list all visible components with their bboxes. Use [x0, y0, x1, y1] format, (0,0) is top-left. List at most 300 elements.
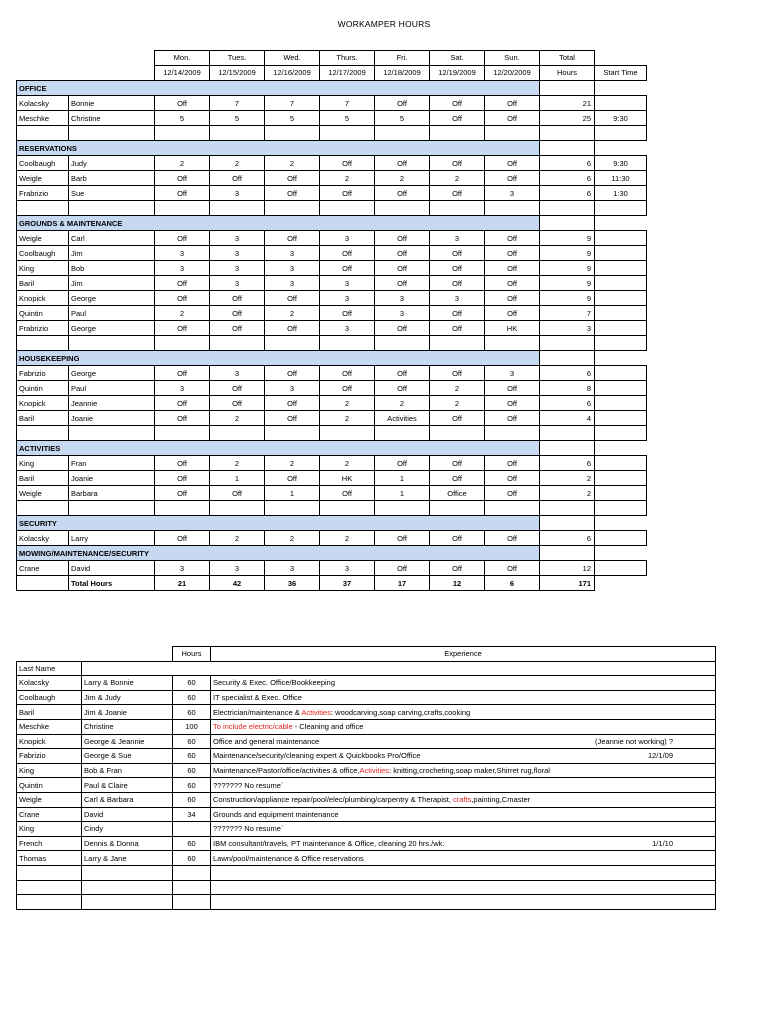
- day-name-header: Thurs.: [320, 51, 375, 66]
- blank-cell: [17, 865, 82, 880]
- day-hours-cell: 2: [430, 396, 485, 411]
- hours-cell: 60: [173, 778, 211, 793]
- blank-cell: [17, 501, 69, 516]
- last-name-cell: King: [17, 456, 69, 471]
- blank-cell: [210, 426, 265, 441]
- day-hours-cell: Off: [265, 231, 320, 246]
- header-blank-cell: [69, 51, 155, 66]
- blank-cell: [82, 865, 173, 880]
- blank-row: [17, 201, 647, 216]
- section-label: RESERVATIONS: [17, 141, 155, 156]
- day-hours-cell: Off: [320, 246, 375, 261]
- day-hours-cell: Off: [375, 156, 430, 171]
- blank-cell: [69, 501, 155, 516]
- total-hours-cell: 21: [540, 96, 595, 111]
- day-hours-cell: Off: [155, 471, 210, 486]
- day-hours-cell: 3: [210, 366, 265, 381]
- last-name-cell: Crane: [17, 807, 82, 822]
- last-name-cell: Quintin: [17, 306, 69, 321]
- section-fill-cell: [485, 441, 540, 456]
- blank-cell: [17, 201, 69, 216]
- total-hours-cell: 7: [540, 306, 595, 321]
- section-fill-cell: [430, 546, 485, 561]
- section-total-cell: [540, 141, 595, 156]
- first-name-cell: Paul: [69, 306, 155, 321]
- last-name-cell: Thomas: [17, 851, 82, 866]
- day-hours-cell: Off: [375, 366, 430, 381]
- day-hours-cell: Activities: [375, 411, 430, 426]
- day-hours-cell: Off: [210, 306, 265, 321]
- first-names-cell: Dennis & Donna: [82, 836, 173, 851]
- section-blank-cell: [595, 516, 647, 531]
- first-names-cell: George & Sue: [82, 749, 173, 764]
- day-hours-cell: 3: [265, 246, 320, 261]
- experience-cell: [211, 690, 716, 705]
- total-hours-cell: 6: [540, 171, 595, 186]
- day-hours-cell: Off: [485, 96, 540, 111]
- day-hours-cell: Off: [265, 411, 320, 426]
- day-hours-cell: 5: [210, 111, 265, 126]
- day-hours-cell: 2: [265, 531, 320, 546]
- blank-cell: [540, 201, 595, 216]
- section-fill-cell: [485, 516, 540, 531]
- section-fill-cell: [375, 81, 430, 96]
- experience-row: [17, 734, 716, 749]
- experience-cell: [211, 851, 716, 866]
- section-total-cell: [540, 81, 595, 96]
- blank-cell: [155, 426, 210, 441]
- first-name-cell: George: [69, 366, 155, 381]
- start-time-cell: [595, 231, 647, 246]
- day-hours-cell: Off: [155, 291, 210, 306]
- day-hours-cell: Off: [430, 111, 485, 126]
- experience-row: [17, 851, 716, 866]
- schedule-row: [17, 531, 647, 546]
- blank-cell: [69, 336, 155, 351]
- day-hours-cell: 2: [265, 456, 320, 471]
- blank-cell: [17, 336, 69, 351]
- last-name-cell: King: [17, 261, 69, 276]
- day-hours-cell: 1: [375, 486, 430, 501]
- section-fill-cell: [320, 441, 375, 456]
- day-hours-cell: Off: [485, 111, 540, 126]
- day-hours-cell: 1: [265, 486, 320, 501]
- section-fill-cell: [155, 351, 210, 366]
- day-name-header: Wed.: [265, 51, 320, 66]
- experience-text: ,painting,Cmaster: [471, 795, 531, 805]
- day-hours-cell: Off: [485, 306, 540, 321]
- schedule-row: [17, 231, 647, 246]
- experience-row: [17, 705, 716, 720]
- section-label: MOWING/MAINTENANCE/SECURITY: [17, 546, 155, 561]
- total-hours-cell: 4: [540, 411, 595, 426]
- blank-cell: [17, 126, 69, 141]
- header-blank-cell: [17, 66, 69, 81]
- total-hours-cell: 3: [540, 321, 595, 336]
- day-hours-cell: Off: [375, 321, 430, 336]
- header-row-dates: [17, 66, 647, 81]
- section-fill-cell: [375, 351, 430, 366]
- first-name-cell: Larry: [69, 531, 155, 546]
- day-hours-cell: Off: [155, 486, 210, 501]
- schedule-row: [17, 306, 647, 321]
- experience-note: 1/1/10: [652, 839, 673, 849]
- section-total-cell: [540, 351, 595, 366]
- day-hours-cell: 2: [210, 456, 265, 471]
- section-fill-cell: [320, 81, 375, 96]
- experience-text: Grounds and equipment maintenance: [213, 809, 339, 819]
- last-name-cell: Frabrizio: [17, 321, 69, 336]
- day-hours-cell: 1: [210, 471, 265, 486]
- section-fill-cell: [375, 516, 430, 531]
- day-hours-cell: 5: [265, 111, 320, 126]
- day-hours-cell: Off: [320, 306, 375, 321]
- day-hours-cell: 3: [155, 561, 210, 576]
- start-time-cell: [595, 486, 647, 501]
- start-time-cell: [595, 396, 647, 411]
- day-hours-cell: Off: [155, 531, 210, 546]
- total-hours-cell: 25: [540, 111, 595, 126]
- day-hours-cell: Off: [375, 531, 430, 546]
- first-names-cell: Jim & Judy: [82, 690, 173, 705]
- blank-cell: [595, 576, 647, 591]
- section-fill-cell: [375, 546, 430, 561]
- experience-cell: [211, 676, 716, 691]
- start-time-cell: 9:30: [595, 156, 647, 171]
- blank-cell: [155, 201, 210, 216]
- day-hours-cell: Off: [485, 246, 540, 261]
- day-hours-cell: 2: [210, 156, 265, 171]
- experience-row: [17, 676, 716, 691]
- day-hours-cell: 3: [155, 261, 210, 276]
- day-hours-cell: Off: [485, 486, 540, 501]
- blank-cell: [82, 895, 173, 910]
- day-date-header: 12/19/2009: [430, 66, 485, 81]
- day-date-header: 12/20/2009: [485, 66, 540, 81]
- section-fill-cell: [320, 216, 375, 231]
- experience-row: [17, 719, 716, 734]
- total-hours-cell: 9: [540, 291, 595, 306]
- blank-cell: [17, 426, 69, 441]
- experience-row: [17, 807, 716, 822]
- start-time-cell: [595, 471, 647, 486]
- day-hours-cell: Off: [265, 171, 320, 186]
- last-name-header: Last Name: [17, 661, 82, 676]
- day-hours-cell: Off: [155, 231, 210, 246]
- section-header-row: [17, 516, 647, 531]
- section-fill-cell: [265, 81, 320, 96]
- first-name-cell: Barbara: [69, 486, 155, 501]
- schedule-row: [17, 261, 647, 276]
- section-header-row: [17, 546, 647, 561]
- section-fill-cell: [485, 81, 540, 96]
- section-total-cell: [540, 216, 595, 231]
- day-hours-cell: Off: [430, 561, 485, 576]
- day-hours-cell: Off: [210, 396, 265, 411]
- blank-cell: [540, 426, 595, 441]
- blank-cell: [69, 126, 155, 141]
- blank-cell: [155, 501, 210, 516]
- last-name-cell: Meschke: [17, 111, 69, 126]
- experience-text: - Cleaning and office: [292, 722, 364, 732]
- section-total-cell: [540, 546, 595, 561]
- schedule-row: [17, 291, 647, 306]
- blank-cell: [265, 336, 320, 351]
- first-name-cell: Jim: [69, 276, 155, 291]
- experience-text: : knitting,crocheting,soap maker,Shirret rug,floral: [389, 766, 550, 776]
- day-hours-cell: Off: [430, 96, 485, 111]
- section-fill-cell: [210, 216, 265, 231]
- schedule-row: [17, 411, 647, 426]
- day-hours-cell: 2: [320, 531, 375, 546]
- section-fill-cell: [485, 351, 540, 366]
- blank-cell: [485, 336, 540, 351]
- blank-cell: [82, 880, 173, 895]
- day-hours-cell: Off: [430, 261, 485, 276]
- last-name-cell: Fabrizio: [17, 366, 69, 381]
- hours-cell: 60: [173, 734, 211, 749]
- start-time-cell: [595, 381, 647, 396]
- last-name-cell: Kolacsky: [17, 531, 69, 546]
- blank-cell: [17, 880, 82, 895]
- blank-cell: [210, 201, 265, 216]
- day-hours-cell: Off: [375, 186, 430, 201]
- hours-cell: 34: [173, 807, 211, 822]
- section-fill-cell: [430, 216, 485, 231]
- hours-cell: 60: [173, 836, 211, 851]
- schedule-row: [17, 396, 647, 411]
- first-name-cell: David: [69, 561, 155, 576]
- first-name-cell: Jim: [69, 246, 155, 261]
- day-hours-cell: Off: [320, 486, 375, 501]
- last-name-cell: French: [17, 836, 82, 851]
- total-hours-cell: 6: [540, 366, 595, 381]
- section-blank-cell: [595, 81, 647, 96]
- last-name-cell: Kolacsky: [17, 96, 69, 111]
- total-hours-cell: 6: [540, 531, 595, 546]
- section-total-cell: [540, 516, 595, 531]
- grand-total-cell: 171: [540, 576, 595, 591]
- experience-cell: [211, 807, 716, 822]
- page-title: WORKAMPER HOURS: [337, 19, 431, 29]
- blank-cell: [320, 336, 375, 351]
- day-date-header: 12/16/2009: [265, 66, 320, 81]
- day-hours-cell: 3: [265, 561, 320, 576]
- first-name-cell: Christine: [69, 111, 155, 126]
- day-hours-cell: Off: [485, 561, 540, 576]
- last-name-cell: Quintin: [17, 778, 82, 793]
- experience-text: ??????? No resume`: [213, 824, 284, 834]
- highlighted-text: crafts: [453, 795, 472, 805]
- section-fill-cell: [155, 141, 210, 156]
- day-hours-cell: 2: [320, 456, 375, 471]
- experience-cell: [211, 836, 716, 851]
- blank-cell: [540, 336, 595, 351]
- last-name-cell: Knopick: [17, 734, 82, 749]
- day-hours-cell: Off: [430, 321, 485, 336]
- first-names-cell: Jim & Joanie: [82, 705, 173, 720]
- day-date-header: 12/18/2009: [375, 66, 430, 81]
- day-hours-cell: 7: [320, 96, 375, 111]
- section-fill-cell: [210, 441, 265, 456]
- first-name-cell: George: [69, 291, 155, 306]
- experience-header-row: [17, 647, 716, 662]
- hours-header: Hours: [540, 66, 595, 81]
- day-hours-cell: 2: [375, 396, 430, 411]
- day-hours-cell: Off: [375, 456, 430, 471]
- day-hours-cell: Office: [430, 486, 485, 501]
- hours-cell: 60: [173, 792, 211, 807]
- day-hours-cell: Off: [265, 321, 320, 336]
- schedule-row: [17, 381, 647, 396]
- experience-table: [16, 646, 716, 910]
- last-name-cell: Frabrizio: [17, 186, 69, 201]
- start-time-cell: [595, 276, 647, 291]
- day-hours-cell: Off: [485, 291, 540, 306]
- day-hours-cell: Off: [155, 456, 210, 471]
- experience-cell: [211, 749, 716, 764]
- day-date-header: 12/14/2009: [155, 66, 210, 81]
- highlighted-text: Activities: [359, 766, 390, 776]
- hours-header: Hours: [173, 647, 211, 662]
- experience-note: 12/1/09: [647, 751, 673, 761]
- day-hours-cell: Off: [430, 471, 485, 486]
- blank-cell: [265, 501, 320, 516]
- first-names-cell: Carl & Barbara: [82, 792, 173, 807]
- day-date-header: 12/17/2009: [320, 66, 375, 81]
- experience-row: [17, 763, 716, 778]
- last-name-cell: Kolacsky: [17, 676, 82, 691]
- start-time-cell: [595, 321, 647, 336]
- total-hours-cell: 9: [540, 246, 595, 261]
- day-hours-cell: Off: [265, 471, 320, 486]
- day-hours-cell: 3: [265, 381, 320, 396]
- day-hours-cell: 3: [320, 231, 375, 246]
- blank-cell: [173, 895, 211, 910]
- last-name-cell: Baril: [17, 411, 69, 426]
- day-hours-cell: Off: [485, 471, 540, 486]
- last-name-cell: Meschke: [17, 719, 82, 734]
- section-fill-cell: [210, 516, 265, 531]
- experience-header: Experience: [211, 647, 716, 662]
- section-label: HOUSEKEEPING: [17, 351, 155, 366]
- day-hours-cell: 2: [320, 396, 375, 411]
- schedule-row: [17, 96, 647, 111]
- experience-cell: [211, 719, 716, 734]
- first-name-cell: Joanie: [69, 411, 155, 426]
- first-name-cell: Jeannie: [69, 396, 155, 411]
- section-fill-cell: [430, 81, 485, 96]
- day-hours-cell: 2: [155, 306, 210, 321]
- schedule-row: [17, 171, 647, 186]
- day-hours-cell: Off: [155, 276, 210, 291]
- blank-cell: [211, 865, 716, 880]
- experience-text: : woodcarving,soap carving,crafts,cooking: [330, 707, 471, 717]
- day-hours-cell: Off: [155, 411, 210, 426]
- day-hours-cell: Off: [430, 366, 485, 381]
- blank-cell: [320, 201, 375, 216]
- day-hours-cell: 3: [210, 561, 265, 576]
- start-time-cell: [595, 561, 647, 576]
- day-hours-cell: Off: [375, 381, 430, 396]
- day-hours-cell: 3: [485, 366, 540, 381]
- header-blank-cell: [17, 647, 173, 662]
- first-name-cell: Fran: [69, 456, 155, 471]
- section-fill-cell: [430, 516, 485, 531]
- header-blank-cell: [82, 661, 716, 676]
- day-hours-cell: Off: [210, 291, 265, 306]
- first-names-cell: Larry & Bonnie: [82, 676, 173, 691]
- first-names-cell: Paul & Claire: [82, 778, 173, 793]
- section-fill-cell: [265, 441, 320, 456]
- section-fill-cell: [485, 546, 540, 561]
- experience-text: IBM consultant/travels, PT maintenance & Office, cleaning 20 hrs./wk.: [213, 839, 445, 849]
- experience-text: Office and general maintenance: [213, 736, 320, 746]
- day-hours-cell: HK: [485, 321, 540, 336]
- section-fill-cell: [265, 216, 320, 231]
- start-time-cell: [595, 96, 647, 111]
- experience-text: Security & Exec. Office/Bookkeeping: [213, 678, 336, 688]
- day-hours-cell: Off: [485, 171, 540, 186]
- day-name-header: Tues.: [210, 51, 265, 66]
- blank-cell: [173, 865, 211, 880]
- day-hours-cell: 3: [320, 276, 375, 291]
- section-fill-cell: [320, 516, 375, 531]
- last-name-cell: Fabrizio: [17, 749, 82, 764]
- blank-cell: [210, 501, 265, 516]
- blank-cell: [211, 895, 716, 910]
- hours-cell: 60: [173, 763, 211, 778]
- last-name-cell: Weigle: [17, 486, 69, 501]
- day-hours-cell: Off: [375, 246, 430, 261]
- start-time-cell: [595, 246, 647, 261]
- blank-cell: [485, 501, 540, 516]
- blank-cell: [17, 895, 82, 910]
- day-hours-cell: Off: [430, 156, 485, 171]
- blank-cell: [485, 201, 540, 216]
- first-name-cell: Bonnie: [69, 96, 155, 111]
- first-names-cell: Cindy: [82, 822, 173, 837]
- day-total-cell: 37: [320, 576, 375, 591]
- start-time-header: Start Time: [595, 66, 647, 81]
- blank-cell: [69, 201, 155, 216]
- section-fill-cell: [210, 141, 265, 156]
- experience-text: IT specialist & Exec. Office: [213, 693, 302, 703]
- start-time-cell: [595, 306, 647, 321]
- experience-text: ??????? No resume`: [213, 780, 284, 790]
- experience-cell: [211, 705, 716, 720]
- blank-cell: [69, 426, 155, 441]
- first-name-cell: George: [69, 321, 155, 336]
- section-fill-cell: [375, 141, 430, 156]
- last-name-cell: Baril: [17, 471, 69, 486]
- day-total-cell: 36: [265, 576, 320, 591]
- section-blank-cell: [595, 546, 647, 561]
- day-hours-cell: Off: [430, 456, 485, 471]
- day-hours-cell: Off: [430, 276, 485, 291]
- section-fill-cell: [265, 516, 320, 531]
- day-name-header: Mon.: [155, 51, 210, 66]
- day-hours-cell: Off: [485, 231, 540, 246]
- first-name-cell: Sue: [69, 186, 155, 201]
- section-fill-cell: [155, 546, 210, 561]
- day-hours-cell: 2: [210, 531, 265, 546]
- day-hours-cell: Off: [375, 231, 430, 246]
- day-hours-cell: Off: [485, 261, 540, 276]
- total-hours-cell: 6: [540, 186, 595, 201]
- total-hours-cell: 8: [540, 381, 595, 396]
- total-hours-row: [17, 576, 647, 591]
